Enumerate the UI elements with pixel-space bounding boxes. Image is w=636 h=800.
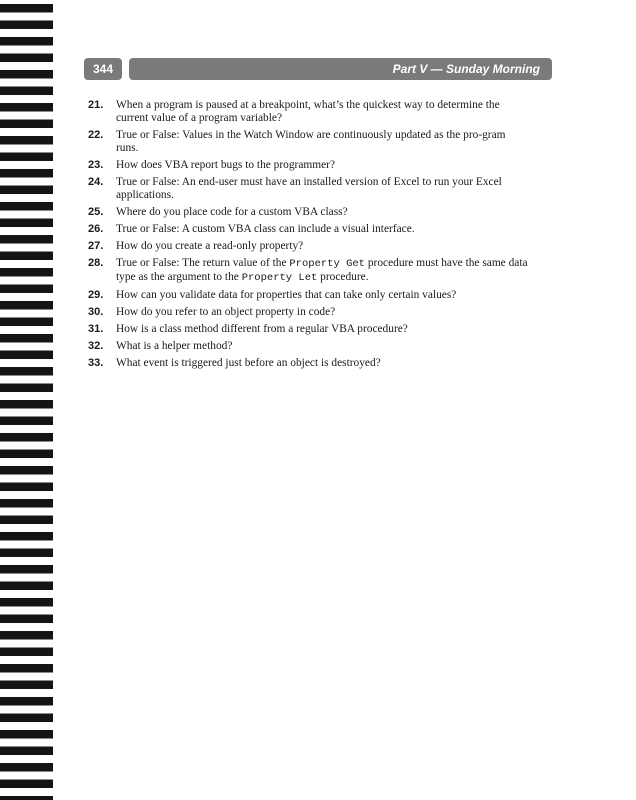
question-33 bbox=[88, 357, 528, 370]
part-title: Part V — Sunday Morning bbox=[129, 58, 552, 80]
question-number: 32. bbox=[88, 340, 104, 352]
question-26 bbox=[88, 223, 528, 236]
question-text: How can you validate data for properties that can take only certain values? bbox=[116, 289, 457, 301]
question-number: 33. bbox=[88, 357, 104, 369]
question-text bbox=[116, 257, 528, 285]
question-number: 22. bbox=[88, 129, 104, 141]
question-text-part: procedure. bbox=[317, 271, 369, 283]
question-32 bbox=[88, 340, 528, 353]
question-23 bbox=[88, 159, 528, 172]
question-number: 28. bbox=[88, 257, 104, 269]
question-25 bbox=[88, 206, 528, 219]
question-text: How is a class method different from a regular VBA procedure? bbox=[116, 323, 408, 335]
question-text: How do you create a read-only property? bbox=[116, 240, 304, 252]
question-21 bbox=[88, 99, 528, 125]
question-text: What is a helper method? bbox=[116, 340, 233, 352]
code-property-let: Property Let bbox=[241, 272, 318, 284]
question-text: True or False: An end-user must have an installed version of Excel to run your Excel applications. bbox=[116, 176, 502, 201]
question-number: 21. bbox=[88, 99, 104, 111]
question-number: 25. bbox=[88, 206, 104, 218]
question-text: Where do you place code for a custom VBA class? bbox=[116, 206, 348, 218]
question-text: What event is triggered just before an object is destroyed? bbox=[116, 357, 381, 369]
question-text: True or False: Values in the Watch Window are continuously updated as the pro-gram runs. bbox=[116, 129, 506, 154]
question-text: True or False: A custom VBA class can include a visual interface. bbox=[116, 223, 415, 235]
question-text-part: True or False: The return value of the bbox=[116, 257, 290, 269]
question-text-part: procedure must have the same data type as the argument to the bbox=[116, 257, 528, 283]
page-number: 344 bbox=[84, 58, 122, 80]
question-22 bbox=[88, 129, 528, 155]
code-property-get: Property Get bbox=[289, 258, 365, 270]
question-text: How does VBA report bugs to the programmer? bbox=[116, 159, 336, 171]
question-list bbox=[88, 99, 528, 374]
question-number: 23. bbox=[88, 159, 104, 171]
question-27 bbox=[88, 240, 528, 253]
question-number: 26. bbox=[88, 223, 104, 235]
question-number: 29. bbox=[88, 289, 104, 301]
page-header bbox=[84, 58, 552, 80]
question-28 bbox=[88, 257, 528, 285]
question-number: 27. bbox=[88, 240, 104, 252]
question-24 bbox=[88, 176, 528, 202]
question-number: 24. bbox=[88, 176, 104, 188]
question-number: 30. bbox=[88, 306, 104, 318]
question-number: 31. bbox=[88, 323, 104, 335]
question-29 bbox=[88, 289, 528, 302]
question-30 bbox=[88, 306, 528, 319]
question-text: When a program is paused at a breakpoint, what’s the quickest way to determine the current value of a program variable? bbox=[116, 99, 500, 124]
question-text: How do you refer to an object property in code? bbox=[116, 306, 336, 318]
question-31 bbox=[88, 323, 528, 336]
binding-edge-stripes bbox=[0, 0, 53, 800]
